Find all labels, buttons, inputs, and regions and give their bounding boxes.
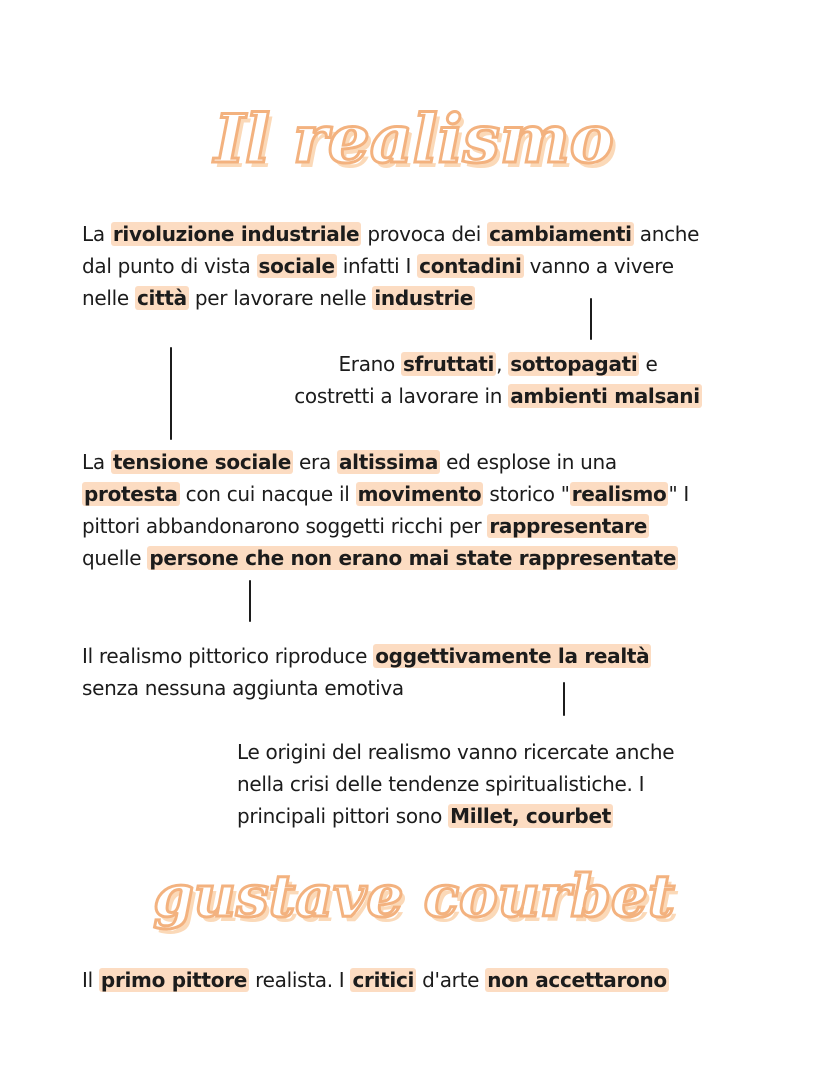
highlighted-term: tensione sociale: [112, 450, 291, 474]
text-line: [82, 672, 651, 704]
highlighted-term: rivoluzione industriale: [112, 222, 360, 246]
highlighted-term: altissima: [338, 450, 439, 474]
text-line: [82, 446, 689, 478]
text-line: [82, 478, 689, 510]
page-title: Il realismo: [214, 100, 614, 178]
text-segment: storico ": [483, 482, 570, 506]
text-segment: anche: [633, 222, 700, 246]
text-line: [82, 542, 689, 574]
text-segment: ed esplose in una: [440, 450, 617, 474]
text-segment: dal punto di vista: [82, 254, 257, 278]
text-segment: Il realismo pittorico riproduce: [82, 644, 374, 668]
connector-line: [170, 347, 172, 440]
text-segment: pittori abbandonarono soggetti ricchi per: [82, 514, 488, 538]
highlighted-term: rappresentare: [489, 514, 648, 538]
highlighted-term: non accettarono: [487, 968, 667, 992]
highlighted-term: città: [136, 286, 187, 310]
text-line: [268, 348, 728, 380]
text-line: [237, 800, 674, 832]
paragraph-workers-conditions: [268, 348, 728, 412]
highlighted-term: contadini: [419, 254, 522, 278]
text-segment: vanno a vivere: [523, 254, 674, 278]
text-line: [82, 640, 651, 672]
text-segment: con cui nacque il: [179, 482, 356, 506]
text-segment: realista. I: [249, 968, 351, 992]
text-segment: quelle: [82, 546, 148, 570]
paragraph-social-tension: [82, 446, 689, 574]
highlighted-term: critici: [352, 968, 415, 992]
text-segment: principali pittori sono: [237, 804, 449, 828]
highlighted-term: movimento: [357, 482, 482, 506]
highlighted-term: persone che non erano mai state rappresentate: [149, 546, 677, 570]
highlighted-term: Millet, courbet: [450, 804, 611, 828]
text-segment: Le origini del realismo vanno ricercate anche: [237, 740, 675, 764]
text-segment: Il: [82, 968, 99, 992]
highlighted-term: sottopagati: [510, 352, 638, 376]
text-line: [82, 510, 689, 542]
text-segment: provoca dei: [361, 222, 488, 246]
text-segment: La: [82, 450, 111, 474]
highlighted-term: cambiamenti: [489, 222, 632, 246]
connector-line: [249, 580, 251, 622]
text-line: [237, 736, 674, 768]
text-segment: La: [82, 222, 111, 246]
text-segment: Erano: [338, 352, 402, 376]
paragraph-origins: [237, 736, 674, 832]
highlighted-term: primo pittore: [100, 968, 248, 992]
connector-line: [590, 298, 592, 340]
text-line: [82, 282, 699, 314]
text-line: [82, 964, 669, 996]
highlighted-term: oggettivamente la realtà: [375, 644, 650, 668]
text-line: [82, 218, 699, 250]
connector-line: [563, 682, 565, 716]
text-segment: " I: [668, 482, 690, 506]
text-segment: era: [292, 450, 337, 474]
highlighted-term: ambienti malsani: [510, 384, 700, 408]
text-segment: senza nessuna aggiunta emotiva: [82, 676, 404, 700]
text-segment: d'arte: [416, 968, 486, 992]
text-line: [82, 250, 699, 282]
text-segment: costretti a lavorare in: [294, 384, 509, 408]
highlighted-term: sfruttati: [403, 352, 495, 376]
highlighted-term: industrie: [374, 286, 474, 310]
highlighted-term: realismo: [571, 482, 667, 506]
paragraph-courbet: [82, 964, 669, 996]
text-segment: ,: [496, 352, 509, 376]
text-segment: infatti I: [336, 254, 418, 278]
text-segment: e: [639, 352, 658, 376]
text-segment: per lavorare nelle: [188, 286, 373, 310]
text-segment: nella crisi delle tendenze spiritualistiche. I: [237, 772, 645, 796]
paragraph-industrial-revolution: [82, 218, 699, 314]
highlighted-term: sociale: [258, 254, 335, 278]
text-line: [268, 380, 728, 412]
section-title: gustave courbet: [153, 862, 675, 930]
text-segment: nelle: [82, 286, 135, 310]
highlighted-term: protesta: [84, 482, 178, 506]
text-line: [237, 768, 674, 800]
paragraph-pictorial-realism: [82, 640, 651, 704]
